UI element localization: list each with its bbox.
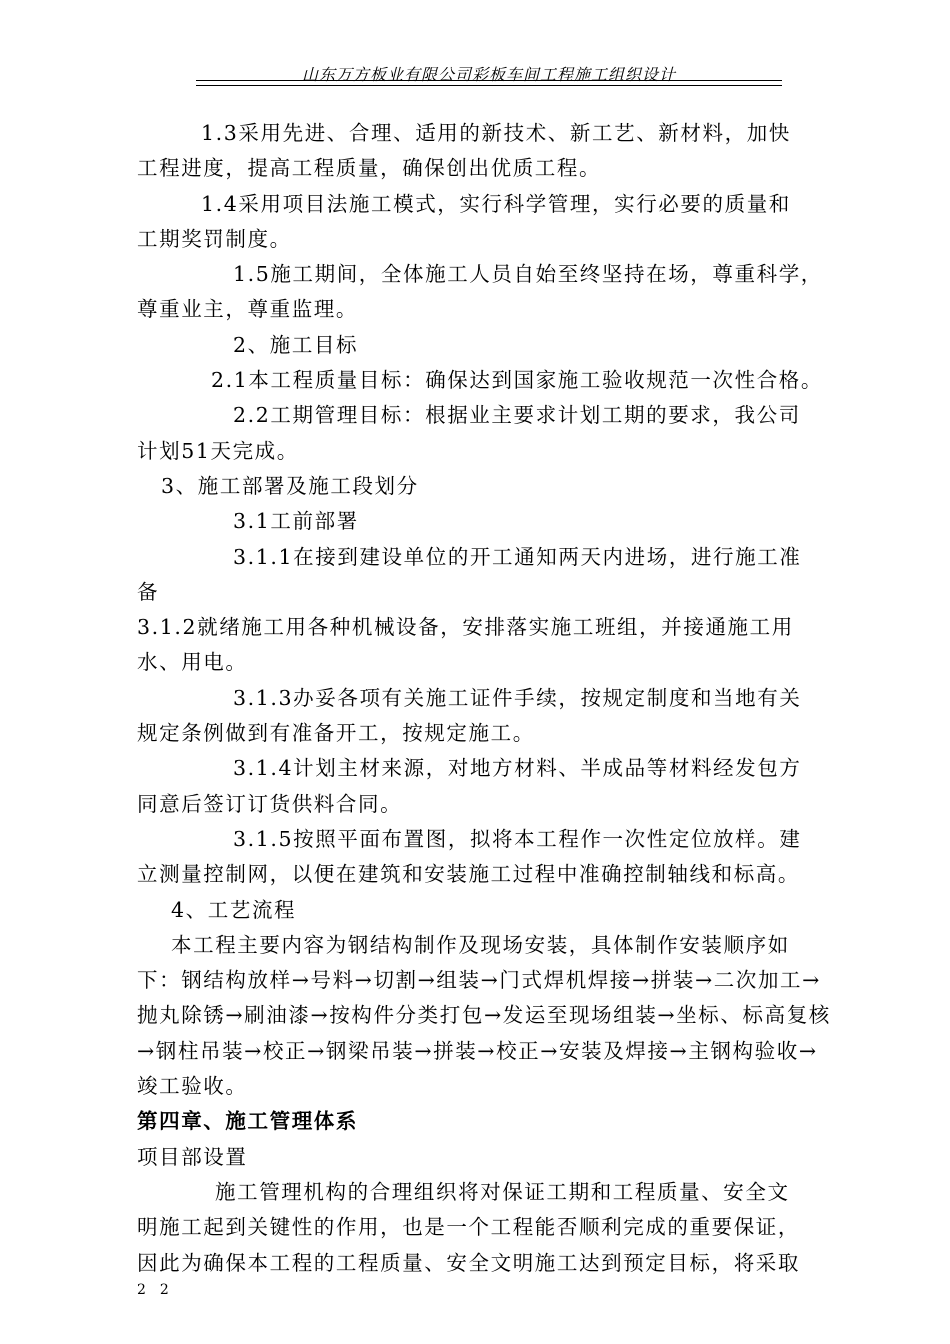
paragraph-line: 工程进度，提高工程质量，确保创出优质工程。: [137, 156, 602, 181]
paragraph-line: 3.1.1在接到建设单位的开工通知两天内进场，进行施工准: [233, 544, 802, 569]
document-body: [137, 116, 862, 1281]
paragraph-line: 施工管理机构的合理组织将对保证工期和工程质量、安全文: [215, 1179, 790, 1204]
paragraph-line: 同意后签订订货供料合同。: [137, 791, 403, 816]
page-number: 22: [137, 1282, 183, 1298]
paragraph-line: 工期奖罚制度。: [137, 226, 292, 251]
paragraph-line: 规定条例做到有准备开工，按规定施工。: [137, 721, 535, 746]
section-heading: 3、施工部署及施工段划分: [161, 473, 419, 498]
paragraph-line: 2.1本工程质量目标：确保达到国家施工验收规范一次性合格。: [211, 368, 823, 393]
paragraph-line: 立测量控制网，以便在建筑和安装施工过程中准确控制轴线和标高。: [137, 862, 800, 887]
paragraph-line: 1.5施工期间，全体施工人员自始至终坚持在场，尊重科学，: [233, 262, 823, 287]
paragraph-line: 因此为确保本工程的工程质量、安全文明施工达到预定目标，将采取: [137, 1250, 800, 1275]
paragraph-line: 抛丸除锈→刷油漆→按构件分类打包→发运至现场组装→坐标、标高复核: [137, 1003, 831, 1028]
paragraph-line: 3.1.3办妥各项有关施工证件手续，按规定制度和当地有关: [233, 685, 802, 710]
paragraph-line: 尊重业主，尊重监理。: [137, 297, 358, 322]
subsection-heading: 项目部设置: [137, 1144, 248, 1169]
running-header: 山东万方板业有限公司彩板车间工程施工组织设计: [301, 65, 676, 84]
paragraph-line: 3.1.5按照平面布置图，拟将本工程作一次性定位放样。建: [233, 826, 802, 851]
paragraph-line: 明施工起到关键性的作用，也是一个工程能否顺利完成的重要保证，: [137, 1215, 800, 1240]
paragraph-line: 备: [137, 579, 160, 604]
paragraph-line: 1.4采用项目法施工模式，实行科学管理，实行必要的质量和: [201, 191, 791, 216]
paragraph-line: 2.2工期管理目标：根据业主要求计划工期的要求，我公司: [233, 403, 801, 428]
paragraph-line: 本工程主要内容为钢结构制作及现场安装，具体制作安装顺序如: [171, 932, 790, 957]
paragraph-line: 水、用电。: [137, 650, 248, 675]
paragraph-line: 3.1.2就绪施工用各种机械设备，安排落实施工班组，并接通施工用: [137, 615, 794, 640]
paragraph-line: →钢柱吊装→校正→钢梁吊装→拼装→校正→安装及焊接→主钢构验收→: [137, 1038, 818, 1063]
paragraph-line: 计划51天完成。: [137, 438, 299, 463]
section-heading: 2、施工目标: [233, 332, 359, 357]
section-heading: 4、工艺流程: [171, 897, 297, 922]
chapter-heading: 第四章、施工管理体系: [137, 1109, 358, 1134]
paragraph-line: 3.1.4计划主材来源，对地方材料、半成品等材料经发包方: [233, 756, 802, 781]
header-rule: [196, 80, 782, 86]
paragraph-line: 竣工验收。: [137, 1074, 248, 1099]
subsection-heading: 3.1工前部署: [233, 509, 359, 534]
paragraph-line: 下：钢结构放样→号料→切割→组装→门式焊机焊接→拼装→二次加工→: [137, 968, 821, 993]
paragraph-line: 1.3采用先进、合理、适用的新技术、新工艺、新材料，加快: [201, 121, 791, 145]
